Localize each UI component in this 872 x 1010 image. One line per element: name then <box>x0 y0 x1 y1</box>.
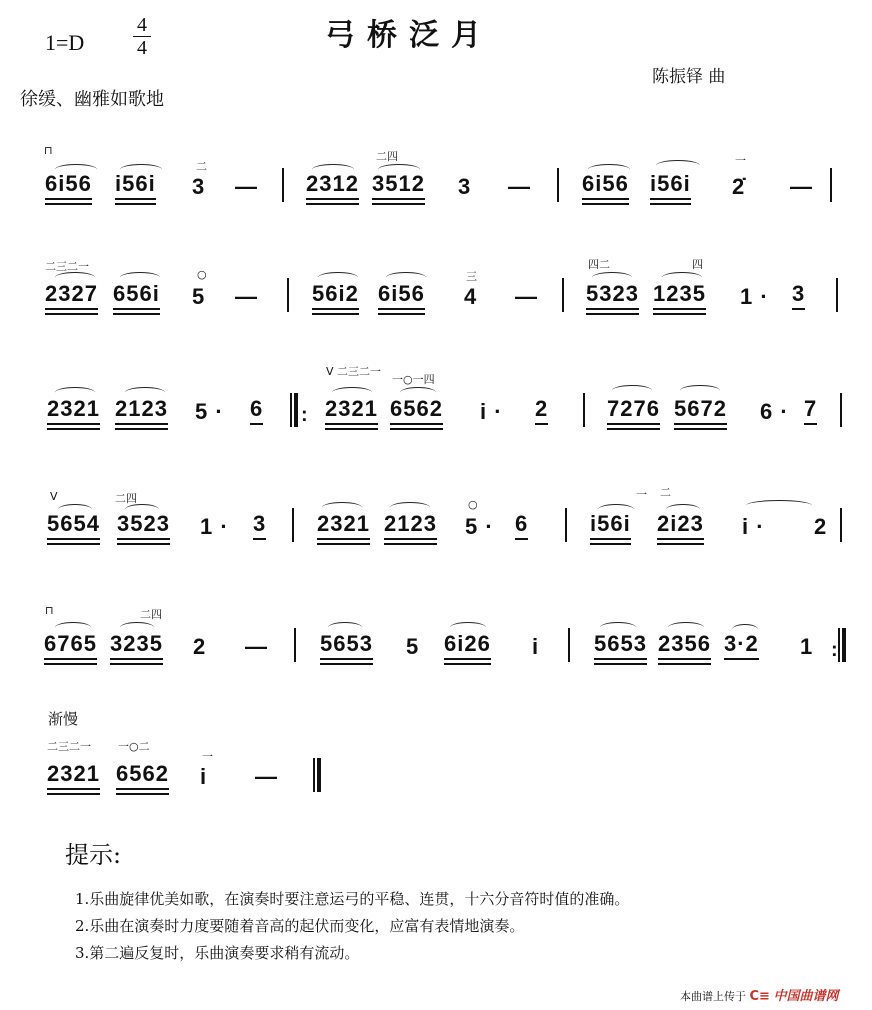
fingering: V 二三二一 <box>326 365 382 378</box>
time-signature-top: 4 <box>137 14 147 36</box>
key-signature: 1=D <box>45 30 85 55</box>
note: 1 <box>800 634 814 659</box>
fingering: 二四 <box>115 492 137 505</box>
slur <box>612 385 652 396</box>
note-group: 5672 <box>674 396 727 425</box>
fingering: 四 <box>692 258 703 271</box>
footer-text: 本曲谱上传于 <box>680 990 746 1003</box>
note: 6 <box>250 396 263 425</box>
fingering: 二 <box>660 486 671 499</box>
barline <box>294 628 296 662</box>
note-group: 5653 <box>320 631 373 660</box>
fingering: 一○一四 <box>392 373 435 386</box>
score-row-2 <box>0 260 872 320</box>
note-group: 6i56 <box>378 281 425 310</box>
site-brand-link[interactable]: 中国曲谱网 <box>773 989 839 1004</box>
barline <box>287 278 289 312</box>
barline <box>840 508 842 542</box>
barline <box>562 278 564 312</box>
final-barline <box>313 758 321 792</box>
note: 2 <box>814 514 828 539</box>
slur <box>746 500 812 511</box>
note-group: 2321 <box>47 761 100 790</box>
note-group: 56i2 <box>312 281 359 310</box>
note: 6 <box>515 511 528 540</box>
note-group: 2321 <box>317 511 370 540</box>
time-signature <box>130 14 154 59</box>
note-group: 656i <box>113 281 160 310</box>
score-row-4 <box>0 486 872 550</box>
dotted-note: i · <box>742 514 765 539</box>
barline <box>557 168 559 202</box>
note-group: 6i56 <box>45 171 92 200</box>
note-group: 2123 <box>384 511 437 540</box>
note: 7 <box>804 396 817 425</box>
note-group: 6765 <box>44 631 97 660</box>
dotted-note: 1 · <box>740 284 769 309</box>
note-group: i56i <box>115 171 156 200</box>
barline <box>840 393 842 427</box>
score-row-5 <box>0 604 872 670</box>
dotted-note: 5 · <box>195 399 224 424</box>
note-group: i56i <box>650 171 691 200</box>
fingering: 三 <box>466 270 477 283</box>
note: 5 <box>192 284 206 309</box>
fingering: 一 <box>202 750 213 763</box>
note-group: 6i56 <box>582 171 629 200</box>
footer-credit <box>680 985 838 1004</box>
fingering: 一 <box>735 154 746 167</box>
dotted-note-group: 3·2 <box>724 631 759 660</box>
repeat-end-barline <box>838 628 846 662</box>
note: i <box>532 634 540 659</box>
note-group: 6562 <box>116 761 169 790</box>
note-group: 2321 <box>325 396 378 425</box>
note-group: 6562 <box>390 396 443 425</box>
dash: — <box>515 284 538 309</box>
composer: 陈振铎 曲 <box>652 67 726 87</box>
note: i <box>200 764 208 789</box>
note-group: 3512 <box>372 171 425 200</box>
bow-up-mark: V <box>50 490 58 503</box>
dash: — <box>508 174 531 199</box>
score-row-3 <box>0 365 872 435</box>
note-group: 2i23 <box>657 511 704 540</box>
ritardando-marking: 渐慢 <box>48 710 79 728</box>
dash: — <box>235 284 258 309</box>
harmonic-mark: ○ <box>197 268 207 281</box>
barline <box>282 168 284 202</box>
note: 5 <box>406 634 420 659</box>
note: 2̇ <box>732 174 746 199</box>
fingering: 二 <box>196 160 207 173</box>
dotted-note: 5 · <box>465 514 494 539</box>
note-group: 7276 <box>607 396 660 425</box>
note: 2 <box>193 634 207 659</box>
note-group: 2356 <box>658 631 711 660</box>
site-logo-icon: C≡ <box>749 989 770 1004</box>
note: 3 <box>792 281 805 310</box>
bow-down-mark: ⊓ <box>44 144 53 157</box>
hint-item: 3.第二遍反复时，乐曲演奏要求稍有流动。 <box>75 944 360 962</box>
dash: — <box>235 174 258 199</box>
note-group: 5653 <box>594 631 647 660</box>
note-group: 2123 <box>115 396 168 425</box>
note: 3 <box>253 511 266 540</box>
fingering: 四二 <box>588 258 610 271</box>
barline <box>583 393 585 427</box>
note-group: 2327 <box>45 281 98 310</box>
hints-title: 提示: <box>65 841 122 869</box>
time-signature-bottom: 4 <box>137 37 147 59</box>
repeat-start-barline <box>290 393 298 427</box>
hint-item: 1.乐曲旋律优美如歌，在演奏时要注意运弓的平稳、连贯，十六分音符时值的准确。 <box>75 890 630 908</box>
score-row-1 <box>0 144 872 210</box>
dash: — <box>245 634 268 659</box>
fingering: 二四 <box>376 150 398 163</box>
slur <box>680 385 720 396</box>
barline <box>836 278 838 312</box>
dotted-note: 1 · <box>200 514 229 539</box>
note-group: 2312 <box>306 171 359 200</box>
note-group: 2321 <box>47 396 100 425</box>
fingering: 一○二 <box>118 740 150 753</box>
note-group: 6i26 <box>444 631 491 660</box>
fingering: 二四 <box>140 608 162 621</box>
score-row-6 <box>0 740 872 800</box>
bow-down-mark: ⊓ <box>45 604 54 617</box>
note: 4 <box>464 284 478 309</box>
barline <box>568 628 570 662</box>
fingering: 二三二一 <box>47 740 91 753</box>
fingering: 二三二一 <box>45 260 89 273</box>
barline <box>830 168 832 202</box>
barline <box>292 508 294 542</box>
score-title: 弓桥泛月 <box>325 18 493 53</box>
tempo-marking: 徐缓、幽雅如歌地 <box>20 89 164 110</box>
repeat-dots: : <box>831 639 838 661</box>
fingering: 一 <box>636 488 647 501</box>
note: 2 <box>535 396 548 425</box>
note-group: i56i <box>590 511 631 540</box>
repeat-dots: : <box>301 404 308 426</box>
note: 3 <box>458 174 472 199</box>
note-group: 5654 <box>47 511 100 540</box>
note-group: 3523 <box>117 511 170 540</box>
dotted-note: i · <box>480 399 503 424</box>
barline <box>565 508 567 542</box>
dash: — <box>790 174 813 199</box>
note-group: 5323 <box>586 281 639 310</box>
note: 3 <box>192 174 206 199</box>
harmonic-mark: ○ <box>468 498 478 511</box>
dash: — <box>255 764 278 789</box>
note-group: 1235 <box>653 281 706 310</box>
slur <box>656 160 700 171</box>
hint-item: 2.乐曲在演奏时力度要随着音高的起伏而变化，应富有表情地演奏。 <box>75 917 525 935</box>
dotted-note: 6 · <box>760 399 789 424</box>
note-group: 3235 <box>110 631 163 660</box>
